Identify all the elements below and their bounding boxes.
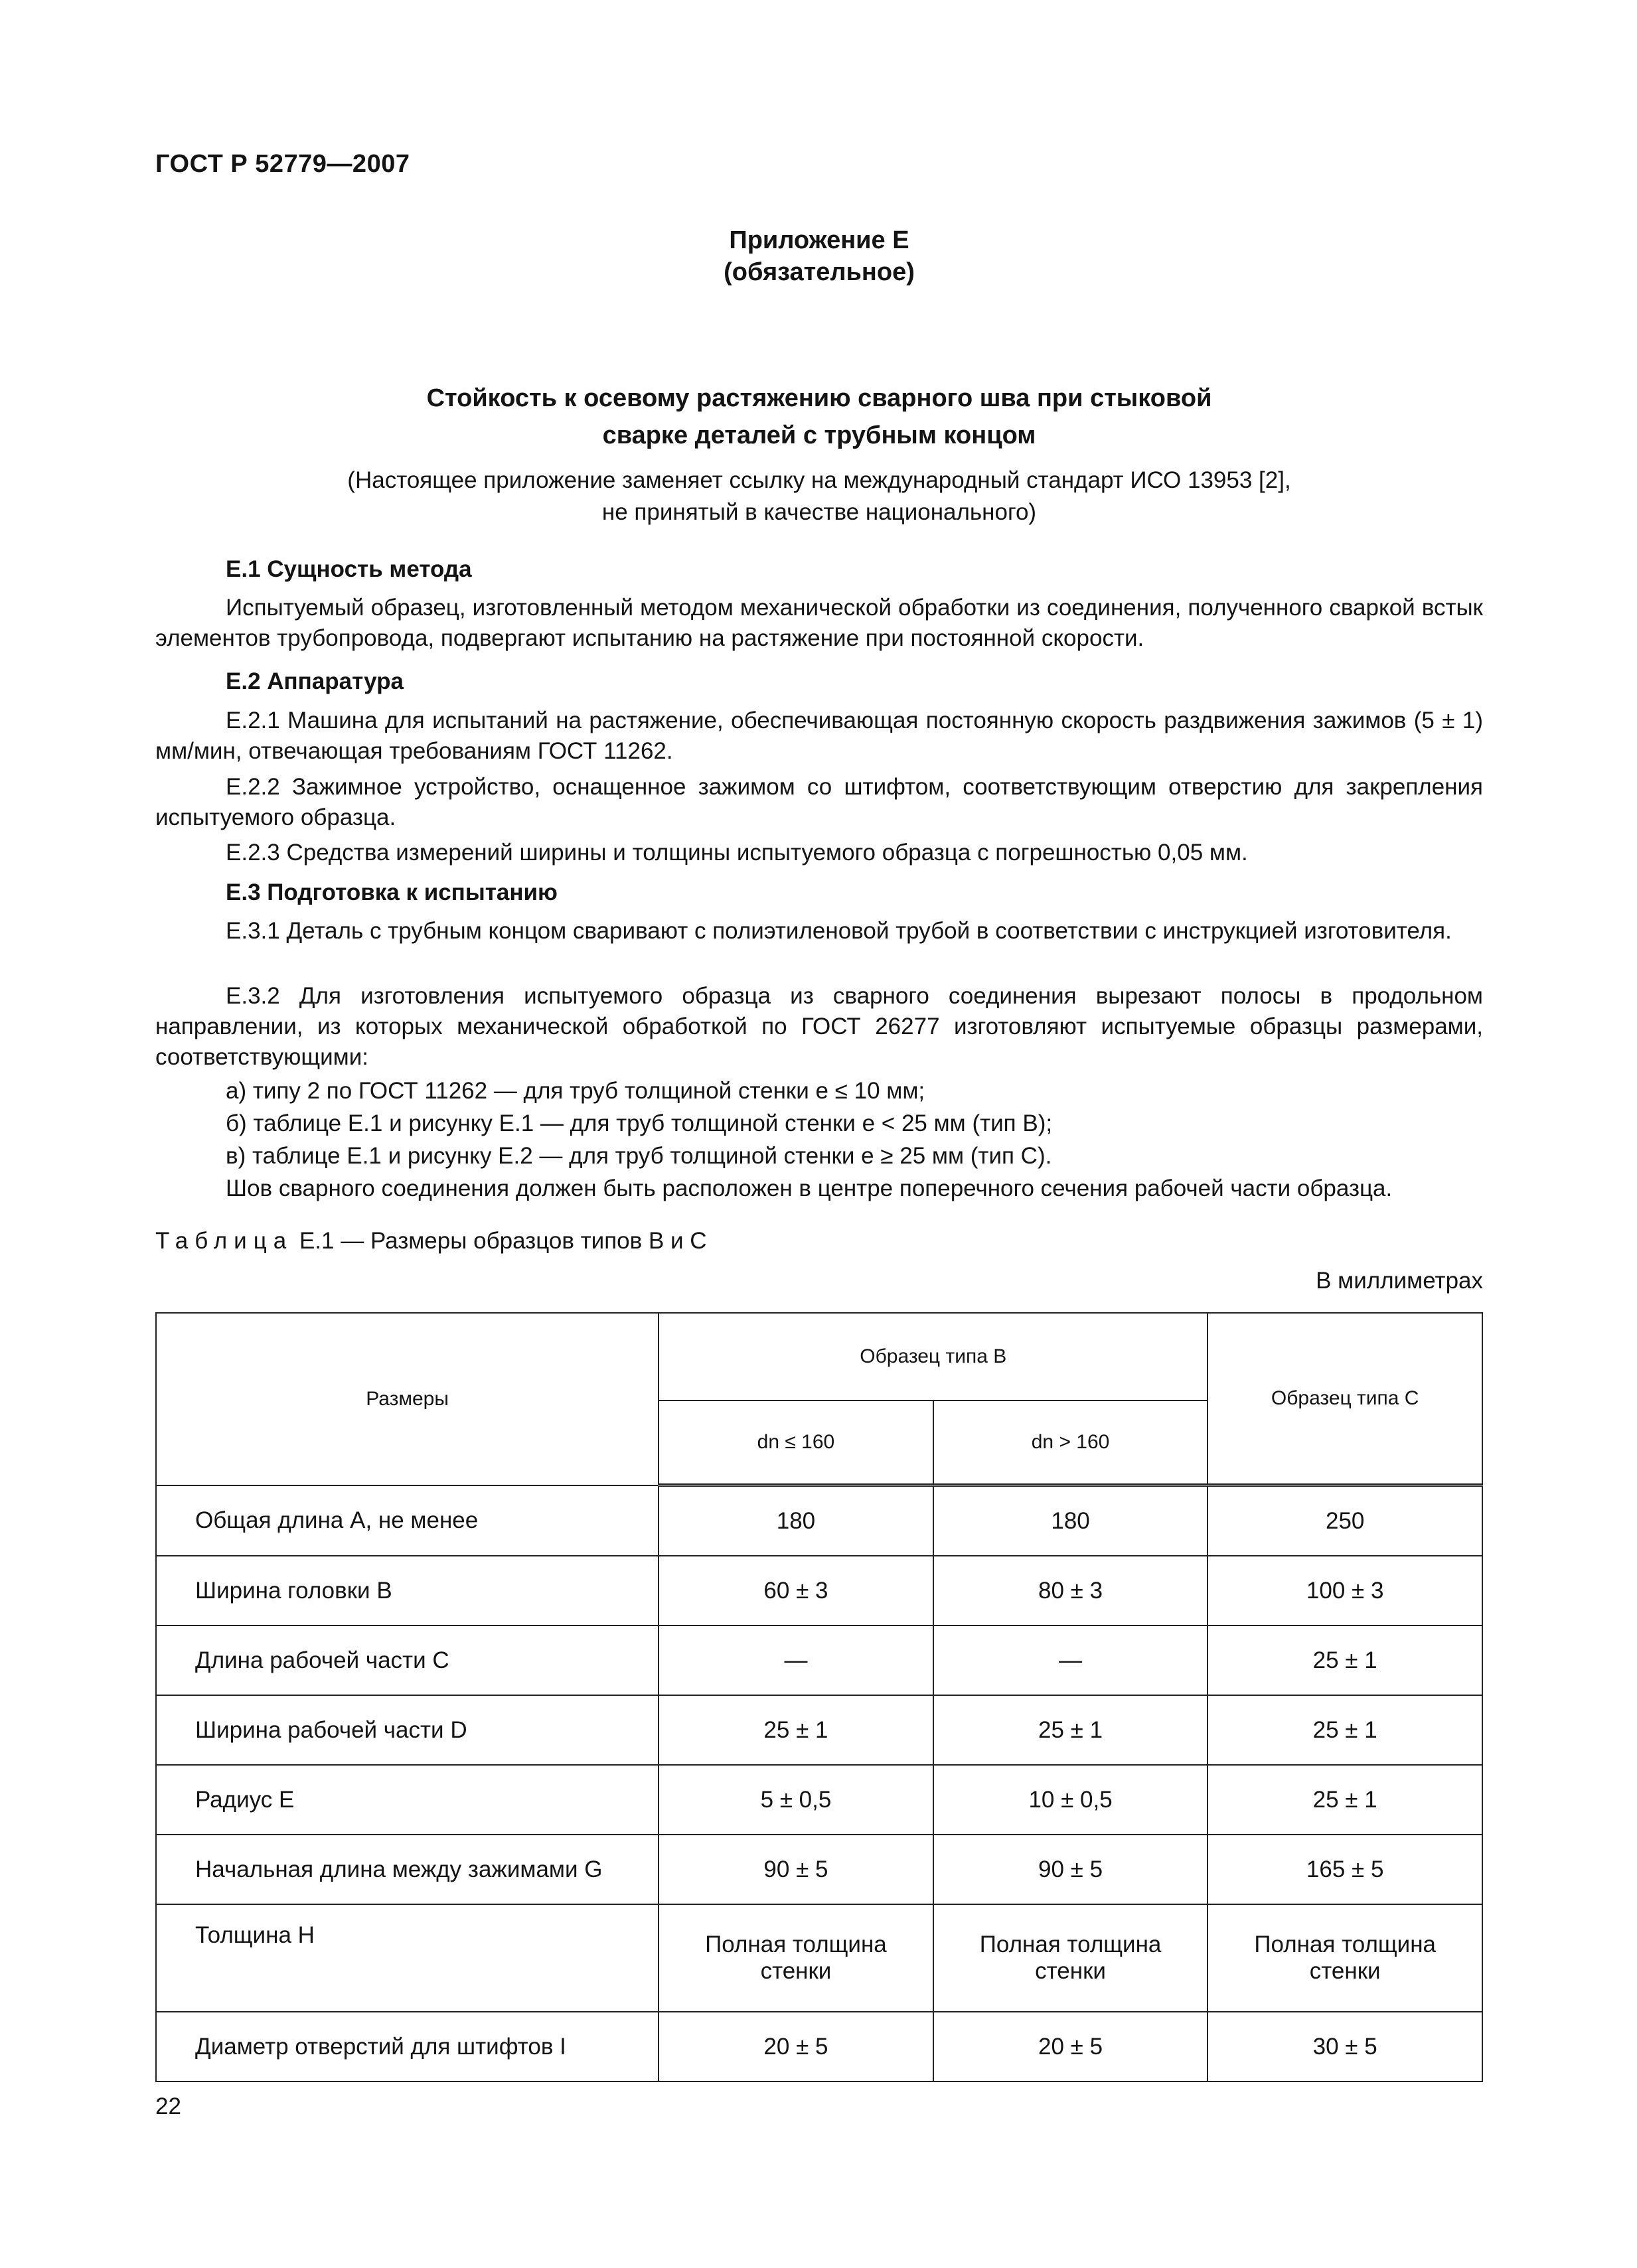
row-name: Длина рабочей части C: [156, 1625, 659, 1695]
annex-note: [155, 465, 1483, 528]
cell-b1: 25 ± 1: [659, 1695, 933, 1765]
row-name: Общая длина A, не менее: [156, 1485, 659, 1556]
annex-title: [155, 224, 1483, 288]
list-item-c: в) таблице Е.1 и рисунку Е.2 — для труб толщиной стенки e ≥ 25 мм (тип С).: [226, 1143, 1052, 1169]
cell-c: 30 ± 5: [1208, 2012, 1482, 2081]
section-e1-heading: Е.1 Сущность метода: [226, 556, 472, 582]
cell-b2: 90 ± 5: [933, 1835, 1208, 1904]
main-title-line2: сварке деталей с трубным концом: [602, 421, 1036, 449]
table-row: [156, 1556, 1482, 1625]
table-caption: [155, 1226, 707, 1256]
table-units: В миллиметрах: [1316, 1268, 1483, 1294]
row-name: Толщина H: [156, 1904, 659, 2012]
cell-c: 25 ± 1: [1208, 1765, 1482, 1835]
cell-b2: —: [933, 1625, 1208, 1695]
cell-b1: —: [659, 1625, 933, 1695]
cell-c: 100 ± 3: [1208, 1556, 1482, 1625]
cell-b1: 5 ± 0,5: [659, 1765, 933, 1835]
row-name: Ширина головки B: [156, 1556, 659, 1625]
cell-c: 25 ± 1: [1208, 1625, 1482, 1695]
header-sub-dn-le-160: dn ≤ 160: [659, 1400, 933, 1485]
table-row: [156, 1625, 1482, 1695]
list-item-b: б) таблице Е.1 и рисунку Е.1 — для труб толщиной стенки e < 25 мм (тип В);: [226, 1110, 1053, 1136]
header-sub-dn-gt-160: dn > 160: [933, 1400, 1208, 1485]
dimensions-table: [155, 1312, 1483, 2082]
cell-c: 165 ± 5: [1208, 1835, 1482, 1904]
section-e2-p1: Е.2.1 Машина для испытаний на растяжение, обеспечивающая постоянную скорость раздвижения зажимов (5 ± 1) мм/мин, отвечающая требованиям ГОСТ 11262.: [155, 708, 1483, 764]
section-e3-heading: Е.3 Подготовка к испытанию: [226, 879, 558, 905]
section-e2-p2: Е.2.2 Зажимное устройство, оснащенное зажимом со штифтом, соответствующим отверстию для закрепления испытуемого образца.: [155, 774, 1483, 830]
row-name: Диаметр отверстий для штифтов I: [156, 2012, 659, 2081]
table-caption-word: Таблица: [155, 1228, 293, 1254]
section-e3-p3: Шов сварного соединения должен быть расположен в центре поперечного сечения рабочей части образца.: [226, 1175, 1393, 1201]
cell-b2: 20 ± 5: [933, 2012, 1208, 2081]
cell-b1: 20 ± 5: [659, 2012, 933, 2081]
section-e2-p3: Е.2.3 Средства измерений ширины и толщины испытуемого образца с погрешностью 0,05 мм.: [226, 840, 1248, 866]
cell-b2: 80 ± 3: [933, 1556, 1208, 1625]
standard-header: ГОСТ Р 52779—2007: [155, 150, 410, 178]
cell-b1: 60 ± 3: [659, 1556, 933, 1625]
cell-c: 25 ± 1: [1208, 1695, 1482, 1765]
section-e3-p2: Е.3.2 Для изготовления испытуемого образца из сварного соединения вырезают полосы в продольном направлении, из которых механической обработкой по ГОСТ 26277 изготовляют испытуемые образцы размерами, соответствующими:: [155, 983, 1483, 1070]
table-caption-rest: Е.1 — Размеры образцов типов В и С: [293, 1228, 707, 1254]
table-row: [156, 1904, 1482, 2012]
section-e1-text: Испытуемый образец, изготовленный методом механической обработки из соединения, полученного сваркой встык элементов трубопровода, подвергают испытанию на растяжение при постоянной скорости.: [155, 595, 1483, 651]
table-row: [156, 1765, 1482, 1835]
section-e2-heading: Е.2 Аппаратура: [226, 668, 404, 694]
note-line2: не принятый в качестве национального): [601, 499, 1037, 525]
main-title-line1: Стойкость к осевому растяжению сварного шва при стыковой: [426, 384, 1212, 412]
header-type-c: Образец типа С: [1208, 1313, 1482, 1485]
table-row: [156, 2012, 1482, 2081]
cell-b1: Полная толщина стенки: [659, 1904, 933, 2012]
cell-b2: 10 ± 0,5: [933, 1765, 1208, 1835]
header-dimensions: Размеры: [156, 1313, 659, 1485]
section-e3-p1: Е.3.1 Деталь с трубным концом сваривают с полиэтиленовой трубой в соответствии с инструкцией изготовителя.: [226, 918, 1452, 944]
annex-status: (обязательное): [724, 258, 915, 286]
table-row: [156, 1485, 1482, 1556]
header-type-b: Образец типа В: [659, 1313, 1208, 1400]
cell-b1: 90 ± 5: [659, 1835, 933, 1904]
row-name: Ширина рабочей части D: [156, 1695, 659, 1765]
table-row: [156, 1695, 1482, 1765]
cell-b2: Полная толщина стенки: [933, 1904, 1208, 2012]
cell-c: 250: [1208, 1485, 1482, 1556]
list-item-a: а) типу 2 по ГОСТ 11262 — для труб толщиной стенки e ≤ 10 мм;: [226, 1078, 925, 1104]
cell-b1: 180: [659, 1485, 933, 1556]
cell-b2: 180: [933, 1485, 1208, 1556]
page-number: 22: [155, 2093, 181, 2119]
note-line1: (Настоящее приложение заменяет ссылку на международный стандарт ИСО 13953 [2],: [347, 467, 1291, 493]
table-row: [156, 1835, 1482, 1904]
annex-label: Приложение Е: [729, 226, 909, 254]
cell-b2: 25 ± 1: [933, 1695, 1208, 1765]
annex-main-title: [155, 380, 1483, 454]
row-name: Радиус E: [156, 1765, 659, 1835]
cell-c: Полная толщина стенки: [1208, 1904, 1482, 2012]
row-name: Начальная длина между зажимами G: [156, 1835, 659, 1904]
